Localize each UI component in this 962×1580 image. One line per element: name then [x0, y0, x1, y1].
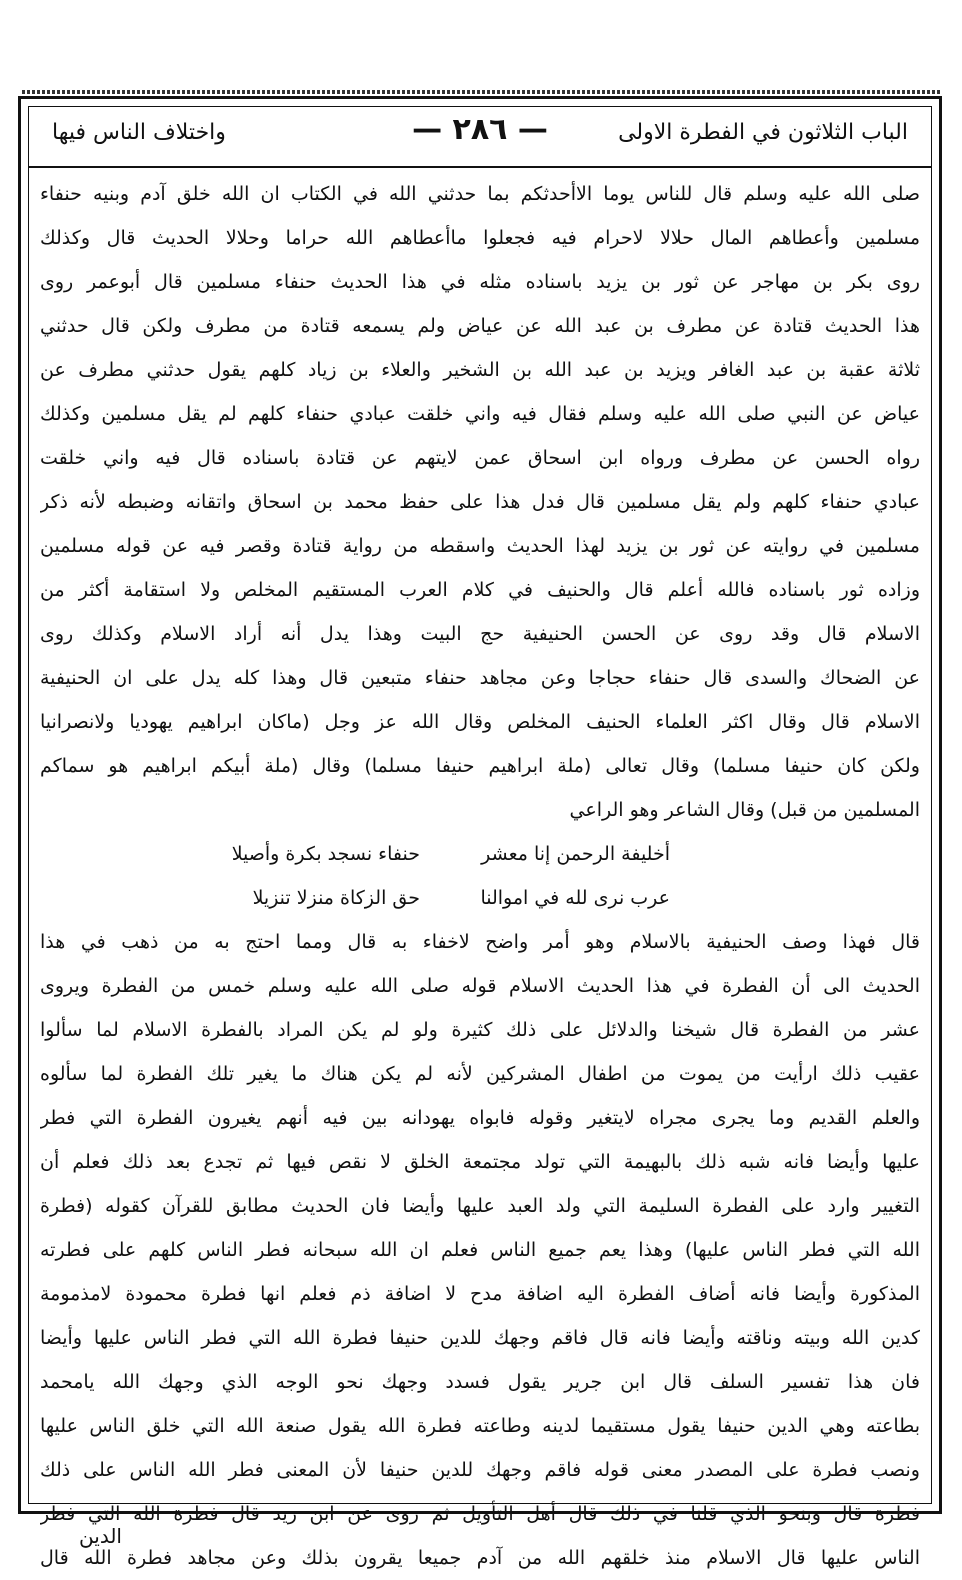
- text-line: مسلمين في روايته عن ثور بن يزيد لهذا الحديث واسقطه من رواية قتادة وقصر فيه عن قوله مسلمين: [40, 535, 920, 557]
- text-line: عن الضحاك والسدى قال حنفاء حجاجا وعن مجاهد حنفاء متبعين قال وهذا كله يدل على ان الحنيفية: [40, 667, 920, 689]
- text-line: وزاده ثور باسناده فالله أعلم قال والحنيف في كلام العرب المستقيم المخلص ولا استقامة أكثر من: [40, 579, 920, 601]
- verse-second-hemistich: حنفاء نسجد بكرة وأصيلا: [231, 843, 420, 865]
- text-body: [40, 172, 920, 1569]
- verse-second-hemistich: حق الزكاة منزلا تنزيلا: [252, 887, 420, 909]
- verse-line: [40, 876, 920, 920]
- text-line: كدين الله وبيته وناقته وأيضا فانه قال فاقم وجهك للدين حنيفا فطرة الله التي فطر الناس عليها وأيضا: [40, 1327, 920, 1349]
- top-ornament: [22, 90, 940, 94]
- text-line: الحديث الى أن الفطرة في هذا الحديث الاسلام قوله صلى الله عليه وسلم خمس من الفطرة ويروى: [40, 975, 920, 997]
- text-line: عشر من الفطرة قال شيخنا والدلائل على ذلك كثيرة ولو لم يكن المراد بالفطرة الاسلام لما سألوا: [40, 1019, 920, 1041]
- verse-first-hemistich: عرب نرى لله في اموالنا: [480, 887, 670, 909]
- text-line: عقيب ذلك ارأيت من يموت من اطفال المشركين لأنه لم يكن هناك ما يغير تلك الفطرة لما سألوه: [40, 1063, 920, 1085]
- text-line: عبادي حنفاء كلهم ولم يقل مسلمين قال فدل هذا على حفظ محمد بن اسحاق واتقانه وضبطه لأنه ذكر: [40, 491, 920, 513]
- text-line: التغيير وارد على الفطرة السليمة التي ولد العبد عليها وأيضا فان الحديث مطابق للقرآن كقوله (فطرة: [40, 1195, 920, 1217]
- text-line: روى بكر بن مهاجر عن ثور بن يزيد باسناده مثله في هذا الحديث حنفاء مسلمين قال أبوعمر روى: [40, 271, 920, 293]
- text-line: بطاعته وهي الدين حنيفا يقول مستقيما لدينه وطاعته فطرة الله يقول صنعة الله التي خلق الناس عليها: [40, 1415, 920, 1437]
- text-line: هذا الحديث قتادة عن مطرف بن عبد الله عن عياض ولم يسمعه قتادة من مطرف ولكن قال حدثني: [40, 315, 920, 337]
- text-line: ونصب فطرة على المصدر معنى قوله فاقم وجهك للدين حنيفا لأن المعنى فطر الله الناس على ذلك: [40, 1459, 920, 1481]
- text-line: عياض عن النبي صلى الله عليه وسلم فقال فيه واني خلقت عبادي حنفاء كلهم لم يقل مسلمين وكذلك: [40, 403, 920, 425]
- chapter-title: الباب الثلاثون في الفطرة الاولى: [618, 120, 908, 145]
- chapter-subtitle: واختلاف الناس فيها: [52, 120, 226, 145]
- text-line: فان هذا تفسير السلف قال ابن جرير يقول فسدد وجهك نحو الوجه الذي وجهك الله يامحمد: [40, 1371, 920, 1393]
- page-number: — ٢٨٦ —: [412, 112, 548, 147]
- text-line: الاسلام قال وقد روى عن الحسن الحنيفية حج البيت وهذا يدل أنه أراد الاسلام وكذلك روى: [40, 623, 920, 645]
- text-line: الناس عليها قال الاسلام منذ خلقهم الله من آدم جميعا يقرون بذلك وعن مجاهد فطرة الله قال: [40, 1547, 920, 1569]
- text-line: رواه الحسن عن مطرف ورواه ابن اسحاق عمن لايتهم عن قتادة باسناده قال فيه واني خلقت: [40, 447, 920, 469]
- text-line: المذكورة وأيضا فانه أضاف الفطرة اليه اضافة مدح لا اضافة ذم فعلم انها فطرة محمودة لامذمومة: [40, 1283, 920, 1305]
- text-line: مسلمين وأعطاهم المال حلالا لاحرام فيه فجعلوا ماأعطاهم الله حراما وحلالا الحديث قال وكذلك: [40, 227, 920, 249]
- text-line: عليها وأيضا فانه شبه ذلك بالبهيمة التي تولد مجتمعة الخلق لا نقص فيها ثم تجدع بعد ذلك فعلم أن: [40, 1151, 920, 1173]
- running-header: [28, 106, 932, 168]
- text-line: صلى الله عليه وسلم قال للناس يوما الاأحدثكم بما حدثني الله في الكتاب ان الله خلق آدم وبنيه حنفاء: [40, 183, 920, 205]
- text-line: ولكن كان حنيفا مسلما) وقال تعالى (ملة ابراهيم حنيفا مسلما) وقال (ملة أبيكم ابراهيم هو سماكم: [40, 755, 920, 777]
- verse-first-hemistich: أخليفة الرحمن إنا معشر: [481, 843, 670, 865]
- text-line: الاسلام قال وقال اكثر العلماء الحنيف المخلص وقال الله عز وجل (ماكان ابراهيم يهوديا ولانصرانيا: [40, 711, 920, 733]
- catchword: الدين: [79, 1524, 122, 1548]
- text-line: ثلاثة عقبة بن عبد الغافر ويزيد بن عبد الله بن الشخير والعلاء بن زياد كلهم يقول حدثني مطرف عن: [40, 359, 920, 381]
- verse-line: [40, 832, 920, 876]
- text-line: فطرة قال وبنحو الذي قلنا في ذلك قال أهل التأويل ثم روى عن ابن زيد قال فطرة الله التي فطر: [40, 1503, 920, 1525]
- text-line: الله التي فطر الناس عليها) وهذا يعم جميع الناس فعلم ان الله سبحانه فطر الناس كلهم على فطرته: [40, 1239, 920, 1261]
- text-line: المسلمين من قبل) وقال الشاعر وهو الراعي: [569, 799, 920, 821]
- text-line: والعلم القديم وما يجرى مجراه لايتغير وقوله فابواه يهودانه بين فيه أنهم يغيرون الفطرة التي فطر: [40, 1107, 920, 1129]
- text-line: قال فهذا وصف الحنيفية بالاسلام وهو أمر واضح لاخفاء به قال ومما احتج به من ذهب في هذا: [40, 931, 920, 953]
